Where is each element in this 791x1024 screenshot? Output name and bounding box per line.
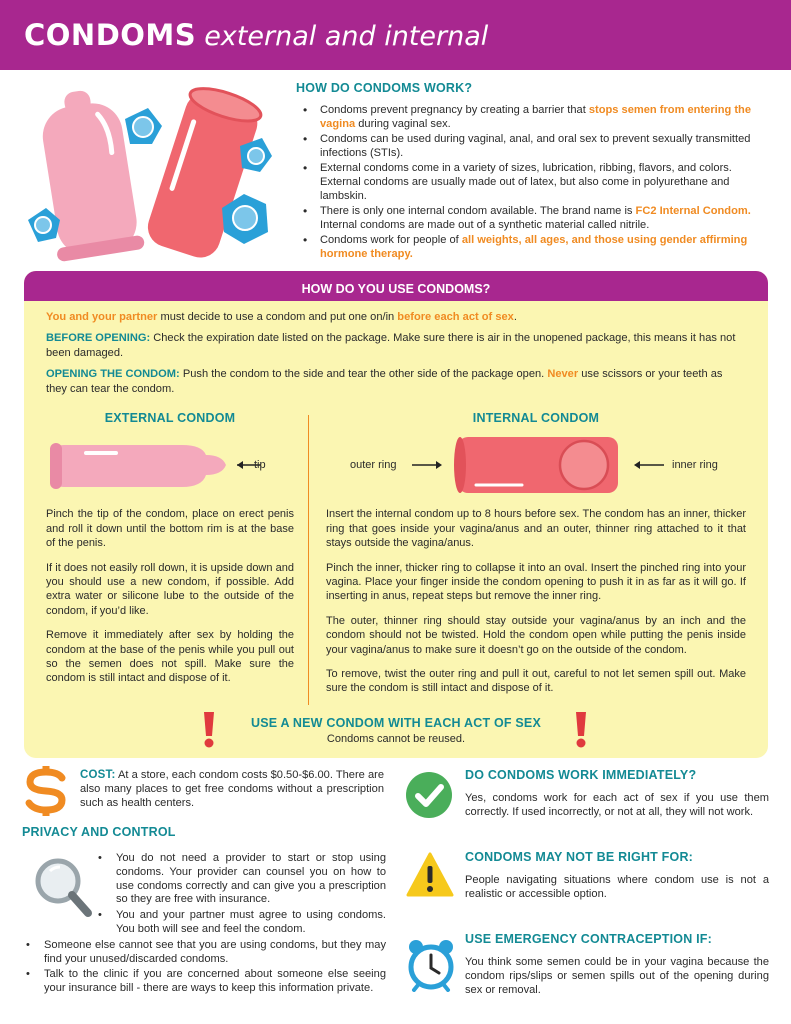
emergency-contraception-text: [465, 932, 769, 998]
exclamation-icon: [574, 712, 588, 748]
new-condom-reminder: [24, 716, 768, 745]
privacy-list-full: [24, 939, 386, 996]
not-right-for-heading: CONDOMS MAY NOT BE RIGHT FOR:: [465, 850, 694, 864]
inner-ring-label: inner ring: [672, 459, 718, 472]
list-item: • Condoms can be used during vaginal, anal, and oral sex to prevent sexually transmitted infections (STIs).: [296, 133, 774, 160]
emergency-contraception-heading: USE EMERGENCY CONTRACEPTION IF:: [465, 932, 712, 946]
condom-type-columns: [24, 411, 768, 711]
list-item: • You and your partner must agree to using condoms. You both will see and feel the condom.: [98, 909, 386, 937]
not-right-for-body: People navigating situations where condom use is not a realistic or accessible option.: [465, 874, 769, 901]
condoms-illustration: [22, 86, 294, 262]
list-item: • Someone else cannot see that you are using condoms, but they may find your unused/discarded condoms.: [24, 939, 386, 967]
internal-step-3: The outer, thinner ring should stay outside your vagina/anus by an inch and the condom should not be twisted. Hold the condom open while putting the penis inside your vagina/anus to make sure it doesn’t go on the outside of the condom.: [326, 614, 746, 656]
internal-step-4: To remove, twist the outer ring and pull it out, careful to not let semen spill out. Make sure the condom is still intact and dispose of it.: [326, 668, 746, 695]
hero-illustration: [22, 86, 294, 262]
dollar-sign-icon: [22, 766, 70, 816]
internal-condom-column: [326, 411, 746, 706]
external-condom-title: EXTERNAL CONDOM: [104, 411, 236, 425]
alarm-clock-icon: [406, 938, 456, 992]
page-title: [24, 18, 488, 52]
outer-ring-label: outer ring: [350, 459, 397, 472]
cost-text: COST: At a store, each condom costs $0.50-$6.00. There are also many places to get free condoms without a prescription such as health centers.: [80, 769, 384, 809]
works-immediately-heading: DO CONDOMS WORK IMMEDIATELY?: [465, 768, 697, 782]
header-banner: [0, 0, 791, 70]
how-use-intro: [24, 301, 768, 396]
internal-condom-title: INTERNAL CONDOM: [472, 411, 600, 425]
column-divider: [308, 415, 309, 705]
how-condoms-work-section: [296, 81, 774, 264]
list-item: • Condoms prevent pregnancy by creating a barrier that stops semen from entering the vagina during vaginal sex.: [296, 104, 774, 131]
how-use-heading-bar: [24, 271, 768, 301]
privacy-list-indented: [98, 852, 386, 937]
warning-icon: [406, 852, 454, 898]
not-right-for-section: [406, 850, 770, 910]
checkmark-icon: [406, 772, 452, 818]
how-work-list: [296, 104, 774, 262]
not-right-for-text: [465, 850, 769, 901]
before-opening-paragraph: BEFORE OPENING: Check the expiration date listed on the package. Make sure there is air in the unopened package, this means it has not been damaged.: [46, 332, 736, 359]
how-use-heading: HOW DO YOU USE CONDOMS?: [301, 282, 491, 296]
external-step-1: Pinch the tip of the condom, place on erect penis and roll it down until the bottom rim is at the base of the penis.: [46, 508, 294, 550]
external-step-3: Remove it immediately after sex by holding the condom at the base of the penis while you pull out so the semen does not spill. Make sure the condom is still intact and dispose of it.: [46, 629, 294, 685]
external-condom-column: [46, 411, 294, 696]
external-step-2: If it does not easily roll down, it is upside down and you should use a new condom, if possible. Add extra water or silicone lube to the outside of the condom, if you’d like.: [46, 561, 294, 617]
list-item: • Talk to the clinic if you are concerned about someone else seeing your insurance bill - there are ways to keep this information private.: [24, 968, 386, 996]
intro-paragraph: You and your partner must decide to use a condom and put one on/in before each act of sex.: [46, 311, 517, 323]
list-item: • You do not need a provider to start or stop using condoms. Your provider can counsel you on how to use condoms correctly and can give you a prescription so they are free with insurance.: [98, 852, 386, 907]
internal-step-1: Insert the internal condom up to 8 hours before sex. The condom has an inner, thicker ring that goes inside your vagina/anus and an outer, thinner ring attached to it that stays outside the vagina/anus.: [326, 508, 746, 550]
privacy-section: [22, 825, 386, 998]
how-work-heading: HOW DO CONDOMS WORK?: [296, 81, 473, 95]
tip-label: tip: [254, 459, 266, 472]
how-to-use-box: [24, 271, 768, 758]
list-item: • Condoms work for people of all weights, all ages, and those using gender affirming hormone therapy.: [296, 234, 774, 261]
internal-condom-diagram: [326, 425, 746, 507]
privacy-heading: PRIVACY AND CONTROL: [22, 825, 176, 839]
title-italic: external and internal: [204, 21, 489, 52]
title-bold: CONDOMS: [24, 18, 197, 52]
emergency-contraception-section: [406, 932, 770, 1002]
condom-packet-1: [125, 108, 162, 144]
works-immediately-section: [406, 768, 770, 828]
reminder-heading: USE A NEW CONDOM WITH EACH ACT OF SEX: [250, 716, 542, 730]
emergency-contraception-body: You think some semen could be in your vagina because the condom rips/slips or semen spills out of the opening during sex or removal.: [465, 956, 769, 997]
list-item: • External condoms come in a variety of sizes, lubrication, ribbing, flavors, and colors. External condoms are usually made out of latex, but also come in polyurethane and lambskin.: [296, 162, 774, 203]
works-immediately-body: Yes, condoms work for each act of sex if you use them correctly. If used incorrectly, or not at all, they will not work.: [465, 792, 769, 819]
list-item: • There is only one internal condom available. The brand name is FC2 Internal Condom. Internal condoms are made out of a synthetic material called nitrile.: [296, 205, 774, 232]
opening-paragraph: OPENING THE CONDOM: Push the condom to the side and tear the other side of the package open. Never use scissors or your teeth as they can tear the condom.: [46, 368, 723, 395]
magnifying-glass-icon: [32, 855, 94, 921]
internal-step-2: Pinch the inner, thicker ring to collapse it into an oval. Insert the pinched ring into your vagina. Place your finger inside the condom opening to push it in as far as it will go. If inserting in anus, repeat steps but remove the inner ring.: [326, 561, 746, 603]
external-condom-diagram: [46, 425, 294, 507]
reminder-subtext: Condoms cannot be reused.: [326, 733, 466, 745]
works-immediately-text: [465, 768, 769, 819]
